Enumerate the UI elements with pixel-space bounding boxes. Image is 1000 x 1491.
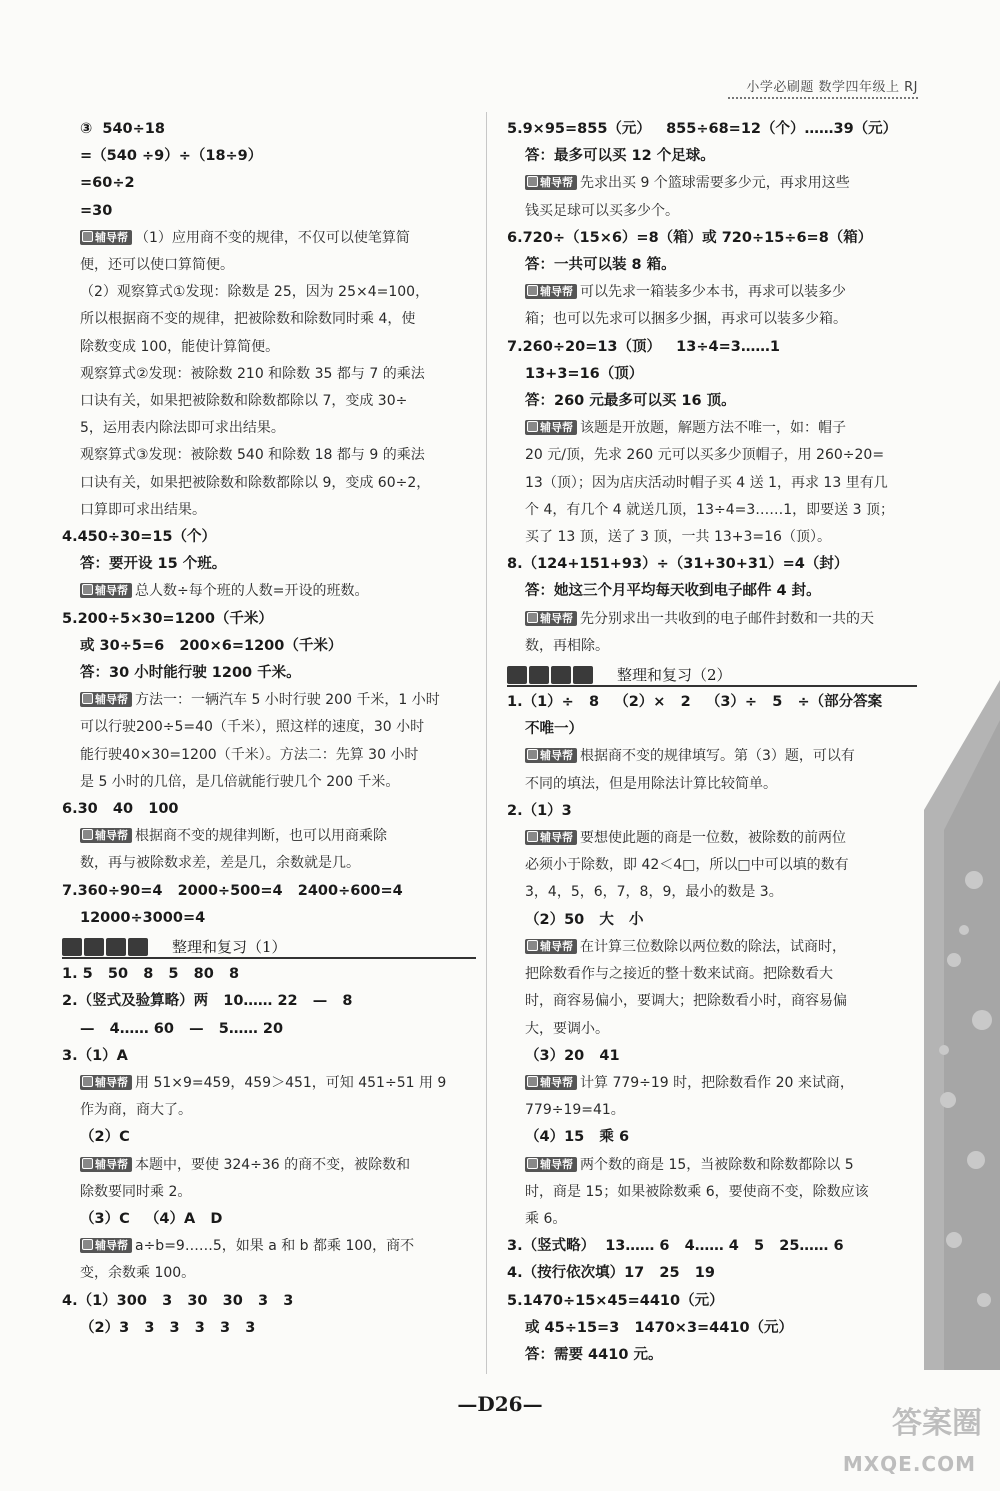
- note-line: 辅导帮 在计算三位数除以两位数的除法，试商时，: [507, 934, 917, 961]
- note-line: 所以根据商不变的规律，把被除数和除数同时乘 4，使: [80, 311, 416, 328]
- note-line: 辅导帮 先分别求出一共收到的电子邮件封数和一共的天: [507, 606, 917, 633]
- tutor-tag: 辅导帮: [525, 611, 577, 626]
- column-divider: [486, 112, 487, 1374]
- note-line: 作为商，商大了。: [80, 1102, 192, 1119]
- review-line: 3.（1）A: [62, 1047, 128, 1064]
- tutor-icon: [527, 1158, 538, 1169]
- tutor-icon: [527, 176, 538, 187]
- review-line: （2）50 大 小: [525, 911, 644, 928]
- tutor-tag: 辅导帮: [80, 583, 132, 598]
- note-line: 数，再相除。: [525, 637, 609, 654]
- note-line: 辅导帮 （1）应用商不变的规律，不仅可以使笔算简: [62, 225, 476, 252]
- tutor-tag: 辅导帮: [80, 692, 132, 707]
- tutor-tag: 辅导帮: [525, 939, 577, 954]
- note-line: 除数变成 100，能使计算简便。: [80, 338, 280, 355]
- note-line: 变，余数乘 100。: [80, 1265, 196, 1282]
- note-line: 箱；也可以先求可以捆多少捆，再求可以装多少箱。: [525, 311, 847, 328]
- question-6: 6.720÷（15×6）=8（箱）或 720÷15÷6=8（箱）: [507, 229, 873, 246]
- tutor-tag: 辅导帮: [525, 175, 577, 190]
- tutor-tag: 辅导帮: [525, 420, 577, 435]
- tutor-tag: 辅导帮: [80, 230, 132, 245]
- tutor-icon: [82, 1158, 93, 1169]
- note-line: 大，要调小。: [525, 1020, 609, 1037]
- tutor-tag: 辅导帮: [80, 1238, 132, 1253]
- tutor-icon: [527, 285, 538, 296]
- question-6: 6.30 40 100: [62, 801, 179, 818]
- note-line: 便，还可以使口算简便。: [80, 257, 234, 274]
- answer-line: 答：最多可以买 12 个足球。: [525, 148, 715, 165]
- answer-line: 13+3=16（顶）: [525, 365, 644, 382]
- tutor-tag: 辅导帮: [525, 1075, 577, 1090]
- note-line: 辅导帮 计算 779÷19 时，把除数看作 20 来试商，: [507, 1070, 917, 1097]
- note-line: 辅导帮 先求出买 9 个篮球需要多少元，再求用这些: [507, 170, 917, 197]
- review-line: 2.（竖式及验算略）两 10…… 22 — 8: [62, 993, 353, 1010]
- note-line: 辅导帮 要想使此题的商是一位数，被除数的前两位: [507, 825, 917, 852]
- note-line: 时，商容易偏小，要调大；把除数看小时，商容易偏: [525, 993, 847, 1010]
- review-line: 1. 5 50 8 5 80 8: [62, 966, 240, 983]
- review-line: 2.（1）3: [507, 802, 572, 819]
- review-line: （3）C （4）A D: [80, 1210, 223, 1227]
- note-line: 钱买足球可以买多少个。: [525, 202, 679, 219]
- review-line: 或 45÷15=3 1470×3=4410（元）: [525, 1319, 794, 1336]
- note-line: 口诀有关，如果把被除数和除数都除以 9，变成 60÷2，: [80, 474, 431, 491]
- header-rule: [728, 97, 918, 99]
- section-blocks: [62, 938, 150, 966]
- review-line: 3.（竖式略） 13…… 6 4…… 4 5 25…… 6: [507, 1238, 844, 1255]
- question-7: 7.260÷20=13（顶） 13÷4=3……1: [507, 338, 780, 355]
- tutor-tag: 辅导帮: [80, 1157, 132, 1172]
- answer-line: 答：一共可以装 8 箱。: [525, 257, 676, 274]
- tutor-icon: [527, 421, 538, 432]
- note-line: 时，商是 15；如果被除数乘 6，要使商不变，除数应该: [525, 1183, 869, 1200]
- review-line: 不唯一）: [525, 721, 583, 738]
- section-blocks: [507, 666, 595, 694]
- question-5: 5.9×95=855（元） 855÷68=12（个）……39（元）: [507, 121, 898, 137]
- note-line: 辅导帮 该题是开放题，解题方法不唯一，如：帽子: [507, 415, 917, 442]
- answer-line: ③ 540÷18: [80, 121, 165, 137]
- note-line: 779÷19=41。: [525, 1102, 625, 1119]
- tutor-icon: [82, 1239, 93, 1250]
- tutor-tag: 辅导帮: [525, 748, 577, 763]
- answer-line: =30: [80, 202, 113, 219]
- review-line: （4）15 乘 6: [525, 1129, 630, 1146]
- note-line: 辅导帮 根据商不变的规律填写。第（3）题，可以有: [507, 743, 917, 770]
- left-column: [62, 116, 476, 1342]
- review-line: 5.1470÷15×45=4410（元）: [507, 1292, 724, 1309]
- note-line: 3，4，5，6，7，8，9，最小的数是 3。: [525, 884, 783, 901]
- answer-line: 或 30÷5=6 200×6=1200（千米）: [80, 637, 343, 654]
- note-line: 买了 13 顶，送了 3 顶，一共 13+3=16（顶）。: [525, 529, 831, 546]
- right-column: [507, 116, 917, 1369]
- tutor-icon: [82, 1076, 93, 1087]
- review-line: 1.（1）÷ 8 （2）× 2 （3）÷ 5 ÷（部分答案: [507, 694, 883, 711]
- note-line: 把除数看作与之接近的整十数来试商。把除数看大: [525, 966, 833, 983]
- decorative-side-graphic: [924, 680, 1000, 1370]
- note-line: 辅导帮 可以先求一箱装多少本书，再求可以装多少: [507, 279, 917, 306]
- tutor-icon: [527, 940, 538, 951]
- review-line: 4.（1）300 3 30 30 3 3: [62, 1292, 294, 1309]
- note-line: 数，再与被除数求差，差是几，余数就是几。: [80, 855, 360, 872]
- page-number: —D26—: [457, 1392, 543, 1416]
- note-line: （2）观察算式①发现：除数是 25，因为 25×4=100，: [80, 284, 430, 301]
- review-line: （3）20 41: [525, 1047, 620, 1064]
- tutor-icon: [527, 612, 538, 623]
- note-line: 可以行驶200÷5=40（千米），照这样的速度，30 小时: [80, 719, 425, 736]
- tutor-tag: 辅导帮: [80, 828, 132, 843]
- section-rule: [507, 685, 917, 687]
- watermark-logo: 答案圈: [892, 1406, 982, 1441]
- tutor-icon: [527, 1076, 538, 1087]
- answer-line: 答：30 小时能行驶 1200 千米。: [80, 665, 301, 682]
- page-header: 小学必刷题 数学四年级上 RJ: [746, 80, 918, 95]
- note-line: 个 4，有几个 4 就送几顶，13÷4=3……1，即要送 3 顶；: [525, 501, 894, 518]
- answer-line: =（540 ÷9）÷（18÷9）: [80, 148, 263, 165]
- question-5: 5.200÷5×30=1200（千米）: [62, 610, 273, 627]
- section-title: 整理和复习（2）: [617, 666, 732, 685]
- tutor-tag: 辅导帮: [80, 1075, 132, 1090]
- note-line: 必须小于除数，即 42＜4□，所以□中可以填的数有: [525, 857, 849, 874]
- tutor-icon: [527, 831, 538, 842]
- note-line: 5，运用表内除法即可求出结果。: [80, 420, 285, 437]
- tutor-tag: 辅导帮: [525, 284, 577, 299]
- question-4: 4.450÷30=15（个）: [62, 529, 217, 546]
- note-line: 辅导帮 两个数的商是 15，当被除数和除数都除以 5: [507, 1152, 917, 1179]
- review-line: （2）C: [80, 1129, 130, 1146]
- note-line: 观察算式②发现：被除数 210 和除数 35 都与 7 的乘法: [80, 365, 425, 382]
- tutor-icon: [82, 829, 93, 840]
- tutor-icon: [82, 584, 93, 595]
- note-line: 除数要同时乘 2。: [80, 1183, 192, 1200]
- section-rule: [62, 957, 476, 959]
- answer-line: =60÷2: [80, 175, 135, 192]
- answer-line: 答：她这三个月平均每天收到电子邮件 4 封。: [525, 583, 821, 600]
- review-line: 4.（按行依次填）17 25 19: [507, 1265, 715, 1282]
- question-8: 8.（124+151+93）÷（31+30+31）=4（封）: [507, 556, 849, 573]
- note-line: 不同的填法，但是用除法计算比较简单。: [525, 775, 777, 792]
- note-line: 乘 6。: [525, 1210, 567, 1227]
- section-title: 整理和复习（1）: [172, 938, 287, 957]
- review-line: — 4…… 60 — 5…… 20: [80, 1020, 284, 1037]
- note-line: 辅导帮 总人数÷每个班的人数=开设的班数。: [62, 578, 476, 605]
- note-line: 观察算式③发现：被除数 540 和除数 18 都与 9 的乘法: [80, 447, 425, 464]
- section-header-2: [507, 662, 917, 689]
- note-line: 20 元/顶，先求 260 元可以买多少顶帽子，用 260÷20=: [525, 447, 885, 464]
- note-line: 口算即可求出结果。: [80, 501, 206, 518]
- tutor-icon: [82, 693, 93, 704]
- note-line: 能行驶40×30=1200（千米）。方法二：先算 30 小时: [80, 746, 419, 763]
- note-line: 是 5 小时的几倍，是几倍就能行驶几个 200 千米。: [80, 773, 400, 790]
- note-line: 辅导帮 a÷b=9……5，如果 a 和 b 都乘 100，商不: [62, 1233, 476, 1260]
- answer-line: 答：260 元最多可以买 16 顶。: [525, 393, 736, 410]
- tutor-icon: [82, 231, 93, 242]
- tutor-icon: [527, 749, 538, 760]
- note-line: 口诀有关，如果把被除数和除数都除以 7，变成 30÷: [80, 393, 408, 410]
- review-line: 答：需要 4410 元。: [525, 1346, 663, 1363]
- note-line: 辅导帮 本题中，要使 324÷36 的商不变，被除数和: [62, 1152, 476, 1179]
- watermark-url: MXQE.COM: [842, 1452, 976, 1476]
- note-line: 辅导帮 方法一：一辆汽车 5 小时行驶 200 千米，1 小时: [62, 687, 476, 714]
- note-line: 辅导帮 根据商不变的规律判断，也可以用商乘除: [62, 823, 476, 850]
- tutor-tag: 辅导帮: [525, 830, 577, 845]
- tutor-tag: 辅导帮: [525, 1157, 577, 1172]
- review-line: （2）3 3 3 3 3 3: [80, 1319, 256, 1336]
- answer-line: 12000÷3000=4: [80, 909, 206, 926]
- section-header-1: [62, 934, 476, 961]
- note-line: 13（顶）；因为店庆活动时帽子买 4 送 1，再求 13 里有几: [525, 474, 888, 491]
- question-7: 7.360÷90=4 2000÷500=4 2400÷600=4: [62, 882, 403, 899]
- answer-line: 答：要开设 15 个班。: [80, 556, 227, 573]
- note-line: 辅导帮 用 51×9=459，459＞451，可知 451÷51 用 9: [62, 1070, 476, 1097]
